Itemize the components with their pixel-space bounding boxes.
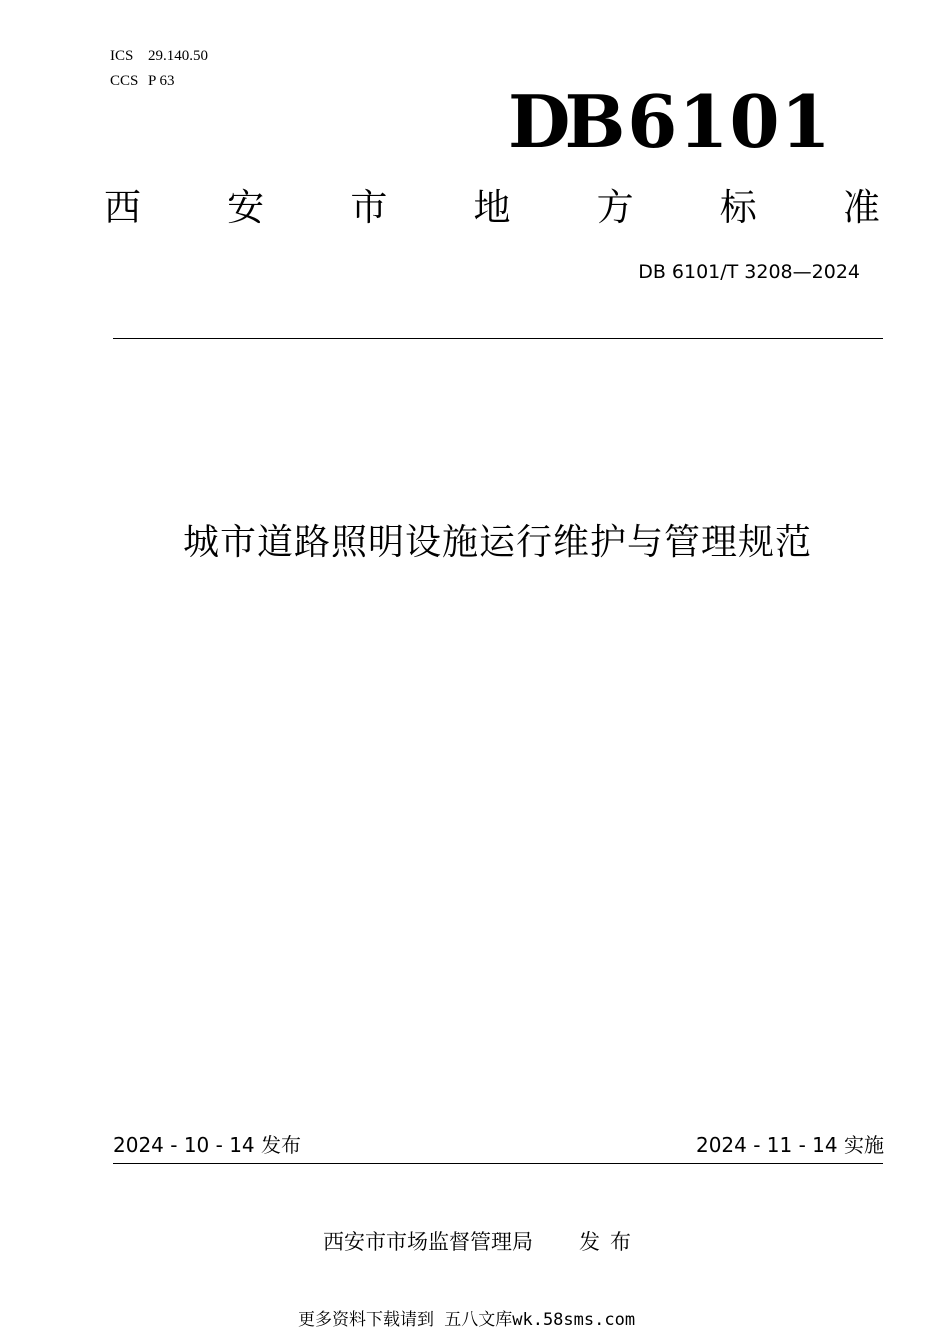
standard-logo-code: 6101	[627, 79, 832, 164]
ics-code	[110, 47, 208, 65]
release-date: 2024 - 10 - 14 发布	[113, 1133, 302, 1157]
standard-type-char: 市	[350, 186, 388, 229]
issuer-line	[323, 1228, 641, 1256]
bottom-divider	[113, 1163, 883, 1164]
standard-type-char: 准	[842, 186, 880, 229]
standard-type-char: 地	[473, 186, 511, 229]
standard-logo	[508, 79, 832, 164]
standard-type-char: 标	[719, 186, 757, 229]
standard-type-heading	[104, 186, 880, 230]
standard-logo-prefix: DB	[508, 79, 620, 164]
ics-label: ICS	[110, 48, 134, 64]
standard-number: DB 6101/T 3208—2024	[638, 261, 860, 283]
standard-type-char: 安	[227, 186, 265, 229]
ccs-label: CCS	[110, 73, 139, 89]
issuer-action: 发布	[579, 1230, 641, 1254]
document-title: 城市道路照明设施运行维护与管理规范	[182, 522, 812, 563]
ccs-value: P 63	[148, 73, 175, 89]
ics-value: 29.140.50	[148, 48, 208, 64]
issuer-name: 西安市市场监督管理局	[323, 1230, 533, 1254]
implementation-date: 2024 - 11 - 14 实施	[695, 1133, 884, 1157]
ccs-code	[110, 72, 175, 90]
top-divider	[113, 338, 883, 339]
footer-note: 更多资料下载请到 五八文库wk.58sms.com	[298, 1310, 636, 1330]
standard-type-char: 西	[104, 186, 141, 229]
standard-type-char: 方	[596, 186, 634, 229]
